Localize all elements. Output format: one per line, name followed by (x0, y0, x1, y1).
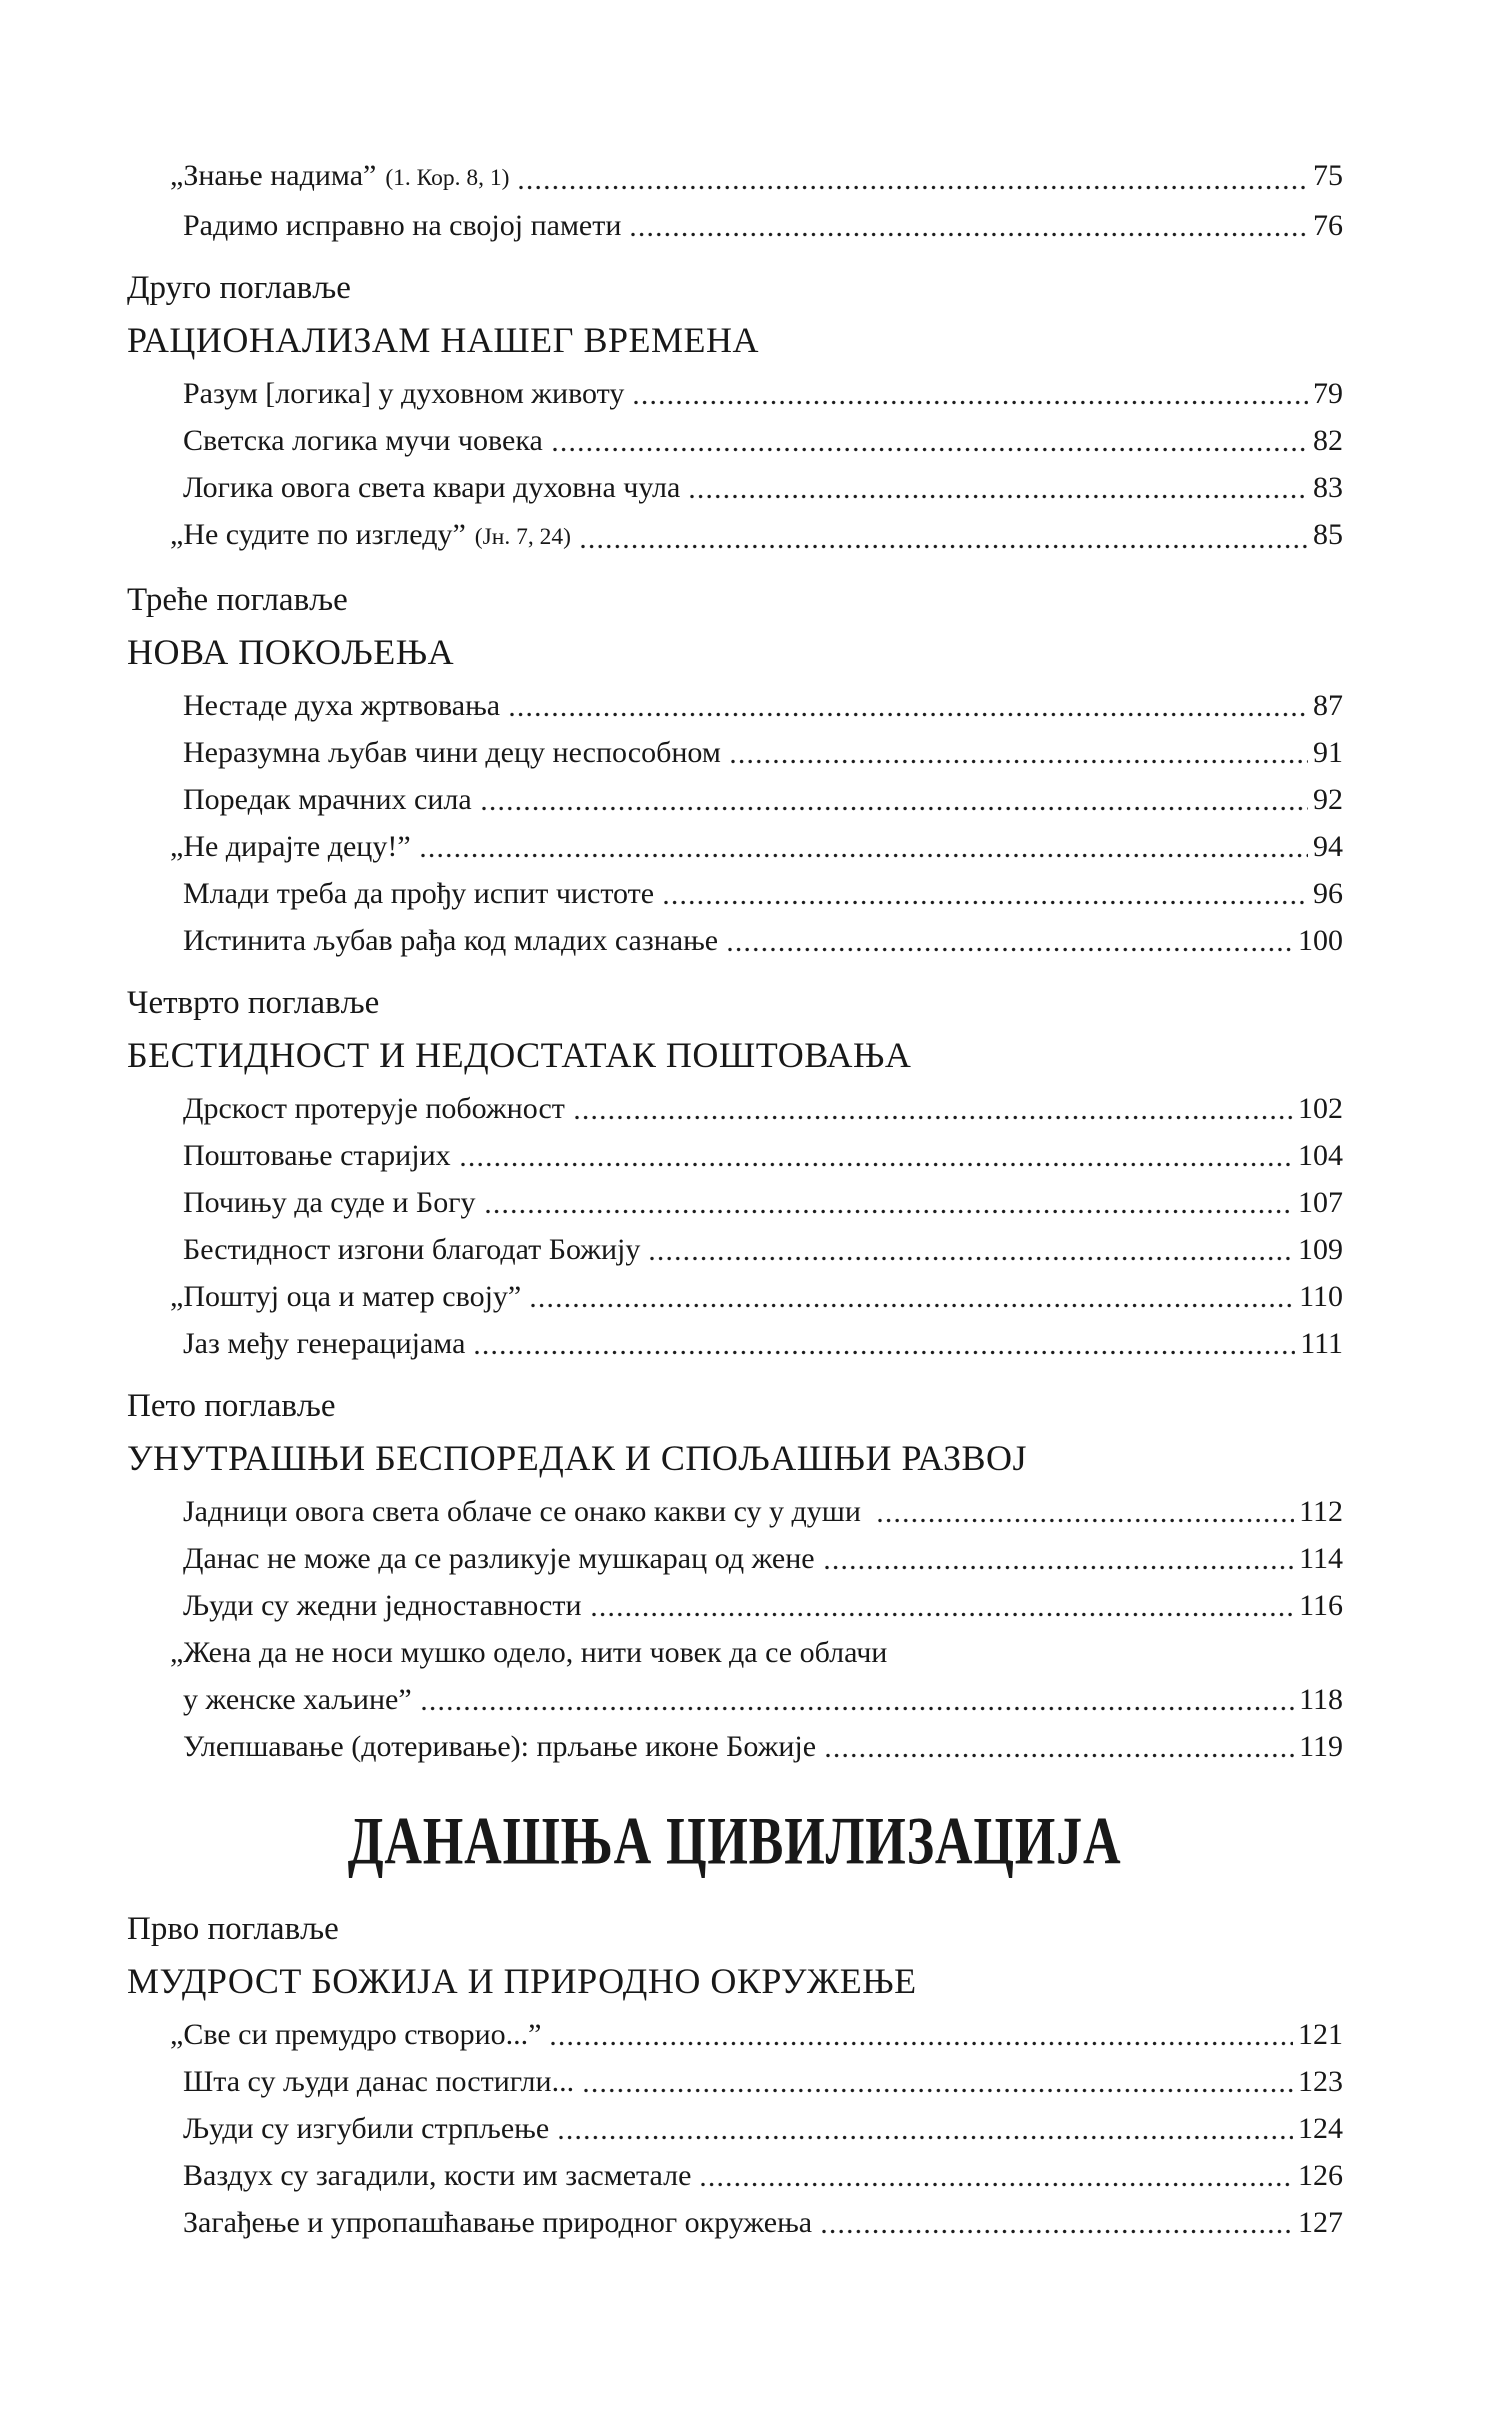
toc-entry-page-number: 76 (1313, 209, 1343, 242)
toc-entry-title: Светска логика мучи човека (183, 424, 543, 457)
chapter-label: Прво поглавље (127, 1911, 339, 1947)
toc-entry (127, 2058, 1343, 2105)
toc-entry (127, 370, 1343, 417)
toc-entry (127, 870, 1343, 917)
toc-entry-title: Данас не може да се разликује мушкарац од жене (183, 1542, 815, 1575)
toc-entry-scripture-ref: (Јн. 7, 24) (474, 524, 571, 550)
chapter-title: МУДРОСТ БОЖИЈА И ПРИРОДНО ОКРУЖЕЊЕ (127, 1961, 917, 2001)
toc-entry-title: Људи су жедни једноставности (183, 1589, 582, 1622)
toc-entry-page-number: 100 (1298, 924, 1343, 957)
dot-leader (461, 1162, 1293, 1167)
dot-leader (559, 2135, 1293, 2140)
toc-entry-title: Бестидност изгони благодат Божију (183, 1233, 641, 1266)
toc-entry-page-number: 118 (1299, 1683, 1343, 1716)
toc-entry-title: Радимо исправно на својој памети (183, 209, 622, 242)
dot-leader (519, 185, 1308, 190)
toc-entry-page-number: 121 (1298, 2018, 1343, 2051)
part-title (127, 1803, 1343, 1890)
chapter-label: Пето поглавље (127, 1388, 336, 1424)
dot-leader (482, 806, 1308, 811)
dot-leader (631, 232, 1308, 237)
toc-entry (127, 2105, 1343, 2152)
dot-leader (731, 759, 1308, 764)
dot-leader (592, 1612, 1295, 1617)
toc-entry-page-number: 79 (1313, 377, 1343, 410)
dot-leader (551, 2041, 1293, 2046)
toc-entry (127, 776, 1343, 823)
toc-entry-title: Почињу да суде и Богу (183, 1186, 476, 1219)
toc-entry-page-number: 124 (1298, 2112, 1343, 2145)
chapter-label: Треће поглавље (127, 582, 348, 618)
dot-leader (531, 1303, 1294, 1308)
toc-entry (127, 202, 1343, 249)
toc-entry-title: Разум [логика] у духовном животу (183, 377, 625, 410)
toc-entry (127, 2199, 1343, 2246)
toc-entry-title: Нестаде духа жртвовања (183, 689, 501, 722)
dot-leader (826, 1753, 1294, 1758)
toc-entry (127, 2152, 1343, 2199)
toc-entry (127, 1723, 1343, 1770)
dot-leader (475, 1350, 1295, 1355)
toc-entry-page-number: 91 (1313, 736, 1343, 769)
toc-entry-page-number: 82 (1313, 424, 1343, 457)
toc-entry-page-number: 96 (1313, 877, 1343, 910)
toc-entry-page-number: 87 (1313, 689, 1343, 722)
toc-entry (127, 1273, 1343, 1320)
chapter-title: БЕСТИДНОСТ И НЕДОСТАТАК ПОШТОВАЊА (127, 1035, 912, 1075)
toc-entry-title: Улепшавање (дотеривање): прљање иконе Божије (183, 1730, 817, 1763)
toc-entry-title: Млади треба да прођу испит чистоте (183, 877, 655, 910)
toc-entry (127, 823, 1343, 870)
toc-entry-title: Неразумна љубав чини децу неспособном (183, 736, 721, 769)
toc-entry (127, 1179, 1343, 1226)
chapter-title: УНУТРАШЊИ БЕСПОРЕДАК И СПОЉАШЊИ РАЗВОЈ (127, 1438, 1028, 1478)
dot-leader (553, 447, 1308, 452)
toc-entry-page-number: 114 (1299, 1542, 1343, 1575)
toc-entry-page-number: 94 (1313, 830, 1343, 863)
toc-entry (127, 682, 1343, 729)
toc-entry (127, 1226, 1343, 1273)
toc-entry-title: Истинита љубав рађа код младих сазнање (183, 924, 719, 957)
chapter-label: Четврто поглавље (127, 985, 380, 1021)
toc-entry-title: „Не судите по изгледу” (170, 518, 466, 551)
dot-leader (701, 2182, 1293, 2187)
dot-leader (486, 1209, 1294, 1214)
toc-entry-title: „Не дирајте децу!” (170, 830, 411, 863)
toc-entry-title: „Све си премудро створио...” (170, 2018, 542, 2051)
toc-entry (127, 1488, 1343, 1535)
toc-entry-page-number: 85 (1313, 518, 1343, 551)
toc-entry-title: Дрскост протерује побожност (183, 1092, 565, 1125)
toc-entry-scripture-ref: (1. Кор. 8, 1) (385, 165, 510, 191)
toc-entry-page-number: 102 (1298, 1092, 1343, 1125)
chapter-title: РАЦИОНАЛИЗАМ НАШЕГ ВРЕМЕНА (127, 320, 759, 360)
toc-entry-page-number: 123 (1298, 2065, 1343, 2098)
dot-leader (728, 947, 1293, 952)
toc-entry (127, 1582, 1343, 1629)
toc-entry (127, 1132, 1343, 1179)
chapter-label: Друго поглавље (127, 270, 351, 306)
toc-entry (127, 1676, 1343, 1723)
toc-entry-page-number: 112 (1299, 1495, 1343, 1528)
toc-entry-title: Ваздух су загадили, кости им засметале (183, 2159, 692, 2192)
toc-entry (127, 1320, 1343, 1367)
dot-leader (825, 1565, 1295, 1570)
toc-entry-title: Поредак мрачних сила (183, 783, 472, 816)
dot-leader (634, 400, 1308, 405)
dot-leader (650, 1256, 1293, 1261)
toc-entry-title: „Поштуј оца и матер своју” (170, 1280, 522, 1313)
toc-entry (127, 417, 1343, 464)
toc-entry-page-number: 111 (1300, 1327, 1343, 1360)
toc-entry-title: Поштовање старијих (183, 1139, 451, 1172)
toc-entry (127, 2011, 1343, 2058)
toc-entry-page-number: 116 (1299, 1589, 1343, 1622)
dot-leader (878, 1518, 1294, 1523)
toc-entry (127, 729, 1343, 776)
toc-entry-page-number: 126 (1298, 2159, 1343, 2192)
toc-entry-title: у женске хаљине” (183, 1683, 412, 1716)
toc-entry (127, 1535, 1343, 1582)
dot-leader (581, 544, 1308, 549)
part-title-text: ДАНАШЊА ЦИВИЛИЗАЦИЈА (348, 1803, 1122, 1879)
toc-entry-title: Логика овога света квари духовна чула (183, 471, 681, 504)
toc-entry-page-number: 83 (1313, 471, 1343, 504)
toc-entry-title: Шта су људи данас постигли... (183, 2065, 575, 2098)
dot-leader (822, 2229, 1293, 2234)
toc-entry (127, 1085, 1343, 1132)
dot-leader (575, 1115, 1293, 1120)
toc-entry (127, 464, 1343, 511)
dot-leader (421, 853, 1308, 858)
toc-entry-title: „Жена да не носи мушко одело, нити човек да се облачи (170, 1636, 888, 1669)
toc-entry (127, 152, 1343, 202)
toc-entry-title: „Знање надима” (170, 159, 377, 192)
toc-entry-title: Јаз међу генерацијама (183, 1327, 466, 1360)
toc-entry (127, 917, 1343, 964)
table-of-contents (127, 152, 1343, 2246)
dot-leader (510, 712, 1308, 717)
chapter-title: НОВА ПОКОЉЕЊА (127, 632, 455, 672)
dot-leader (664, 900, 1308, 905)
toc-entry-page-number: 75 (1313, 159, 1343, 192)
toc-entry (127, 1629, 1343, 1676)
toc-entry-page-number: 107 (1298, 1186, 1343, 1219)
toc-entry-title: Јадници овога света облаче се онако какви су у души (183, 1495, 869, 1528)
dot-leader (584, 2088, 1293, 2093)
toc-entry-page-number: 119 (1299, 1730, 1343, 1763)
toc-entry-title: Загађење и упропашћавање природног окружења (183, 2206, 813, 2239)
toc-entry (127, 511, 1343, 561)
toc-entry-page-number: 109 (1298, 1233, 1343, 1266)
toc-entry-page-number: 110 (1299, 1280, 1343, 1313)
toc-entry-page-number: 92 (1313, 783, 1343, 816)
dot-leader (422, 1706, 1294, 1711)
toc-entry-page-number: 104 (1298, 1139, 1343, 1172)
toc-entry-page-number: 127 (1298, 2206, 1343, 2239)
toc-entry-title: Људи су изгубили стрпљење (183, 2112, 550, 2145)
dot-leader (690, 494, 1308, 499)
